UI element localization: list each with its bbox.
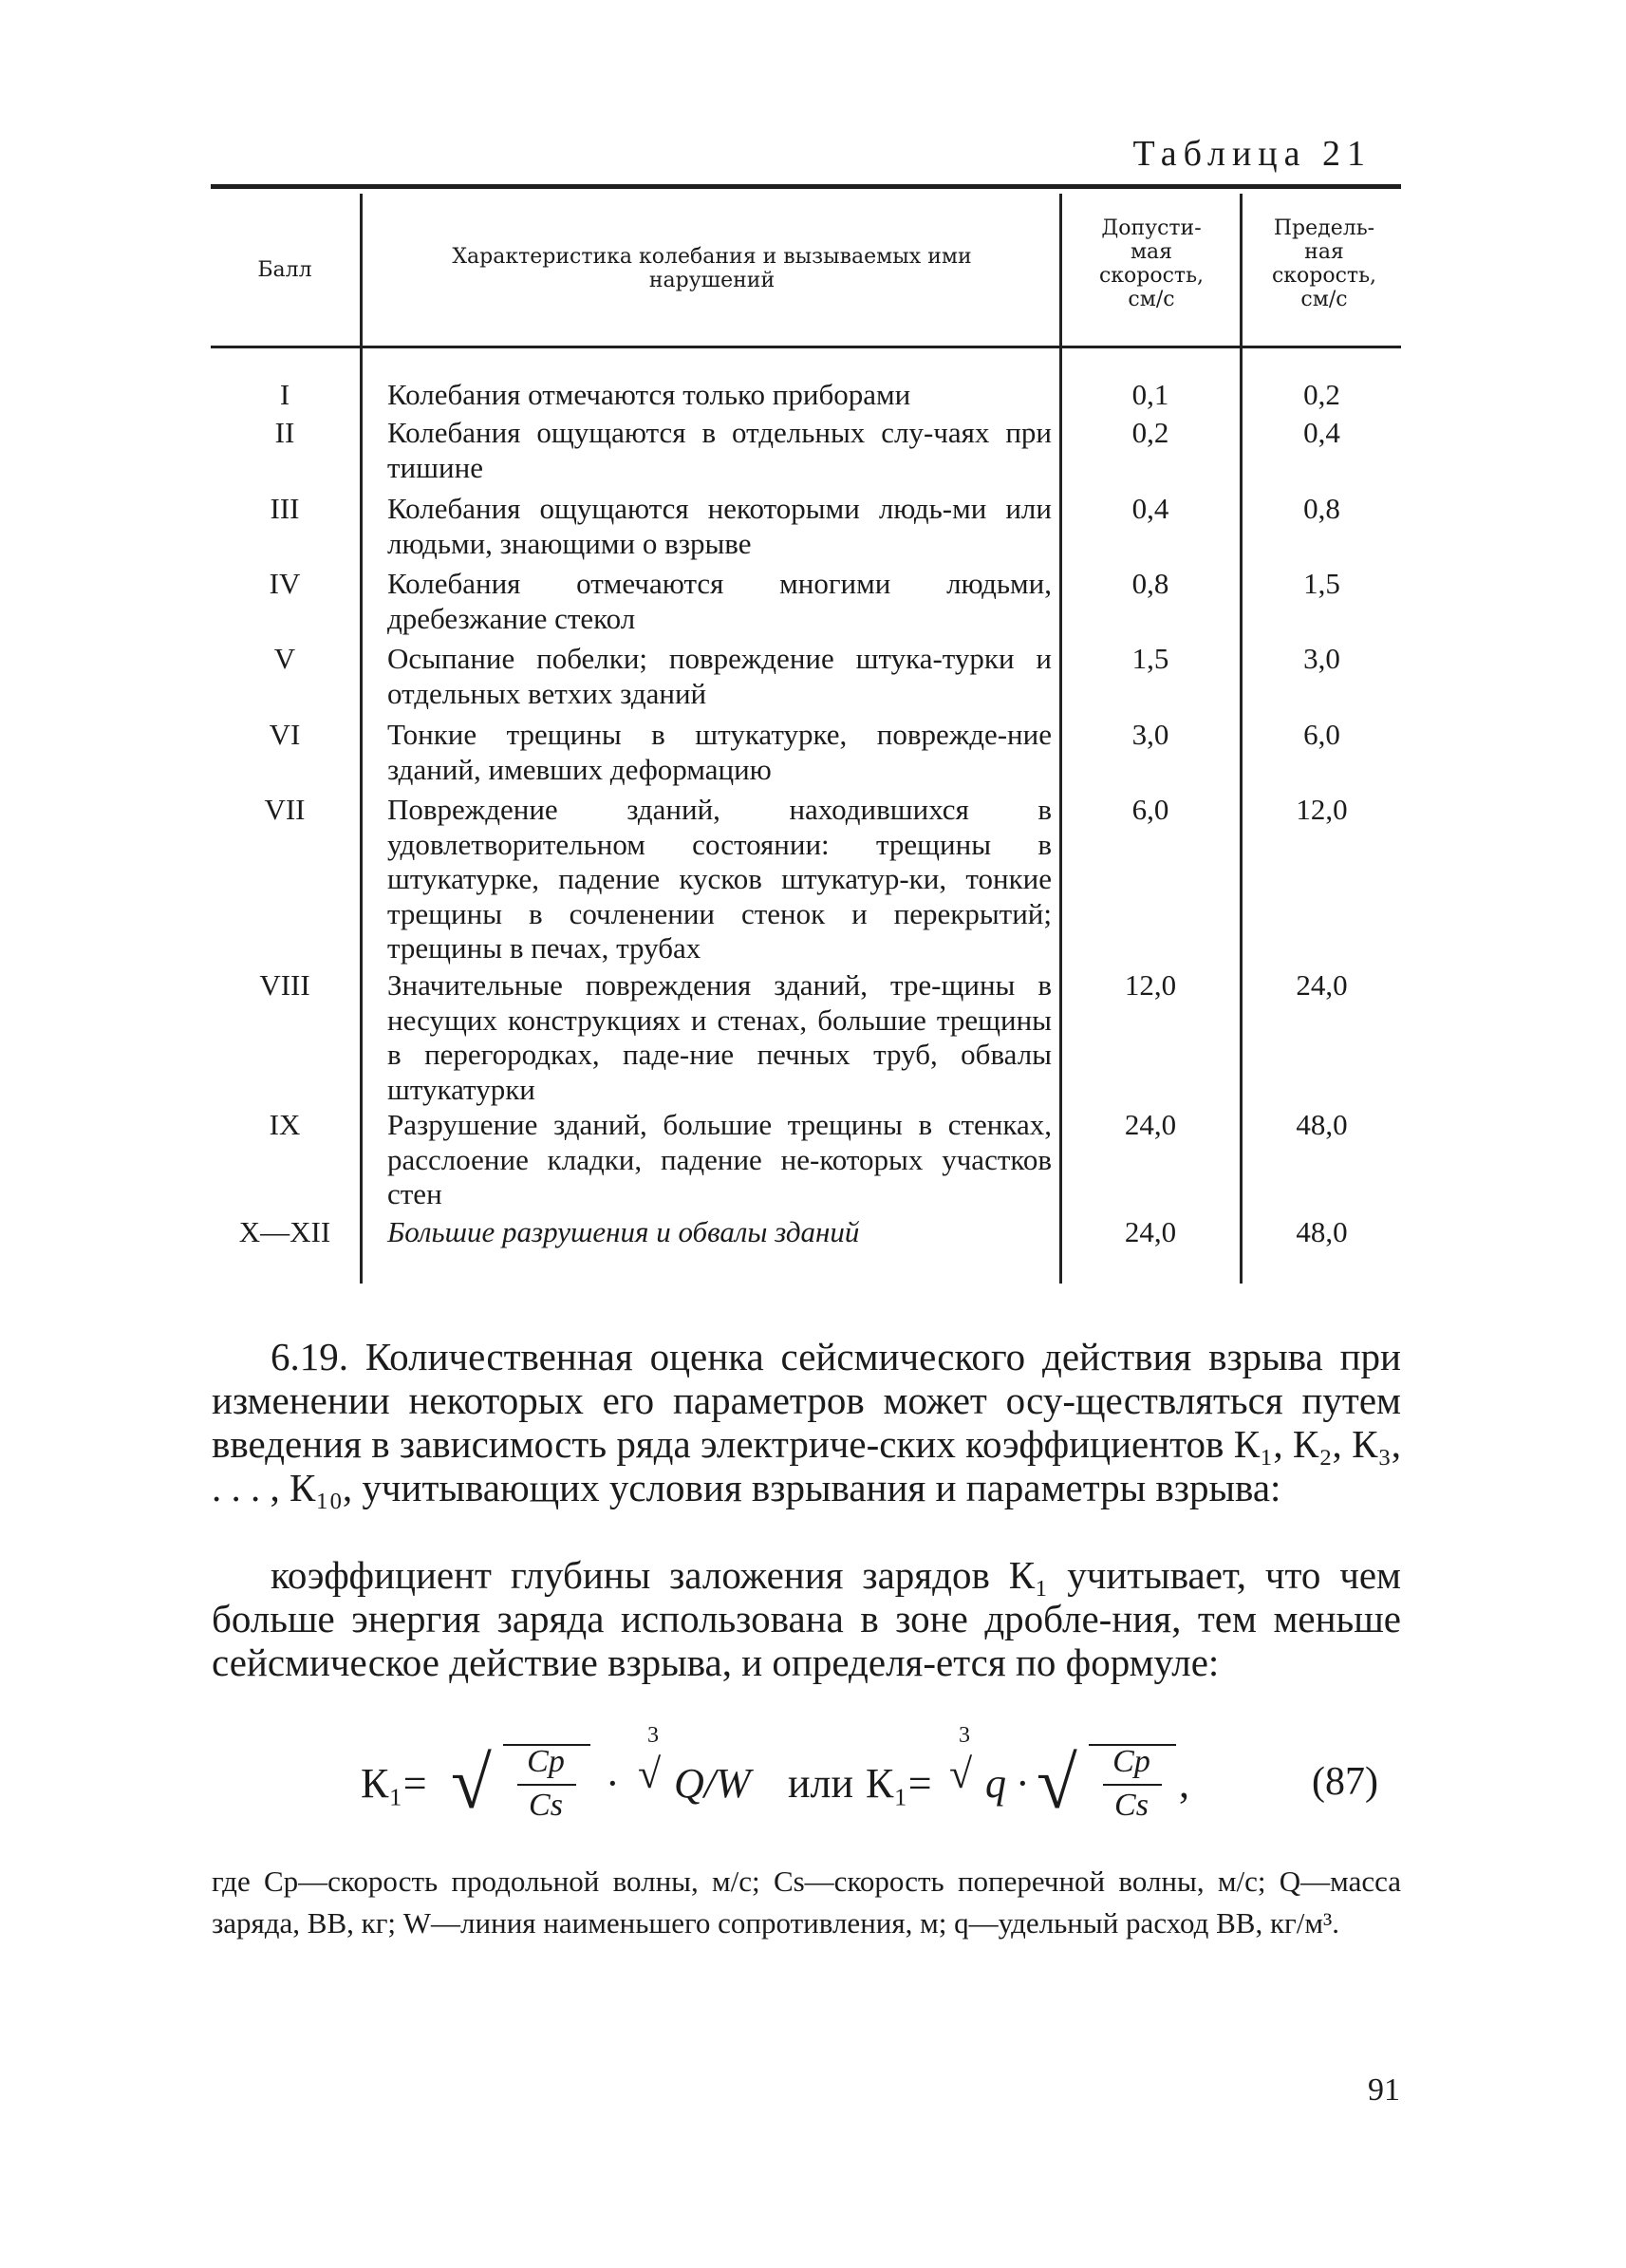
limit-speed-cell: 0,8 [1303, 492, 1340, 525]
fraction-numerator: Cp [527, 1744, 565, 1779]
limit-speed-cell: 48,0 [1296, 1108, 1348, 1141]
limit-speed-cell: 6,0 [1303, 718, 1340, 751]
allowed-speed-cell: 0,1 [1131, 378, 1169, 411]
description-cell: Колебания отмечаются многими людьми, дребезжание стекол [387, 567, 1052, 635]
table-header-rule [211, 346, 1401, 348]
formula-or: или [788, 1760, 854, 1807]
limit-speed-cell: 0,2 [1303, 378, 1340, 411]
allowed-speed-cell: 0,2 [1131, 416, 1169, 449]
cube-root-index: 3 [959, 1723, 970, 1748]
table-caption: Таблица 21 [1132, 134, 1372, 174]
grade-cell: III [270, 492, 300, 525]
formula-comma: , [1179, 1760, 1189, 1807]
formula-lhs: К₁= [361, 1760, 427, 1807]
allowed-speed-cell: 0,4 [1131, 492, 1169, 525]
description-cell: Повреждение зданий, находившихся в удовлетворительном состоянии: трещины в штукатурке, падение кусков штукатур-ки, тонкие трещины в сочленении стенок и перекрытий; трещины в печах, трубах [387, 793, 1052, 965]
limit-speed-cell: 1,5 [1303, 567, 1340, 600]
description-cell: Осыпание побелки; повреждение штука-турки и отдельных ветхих зданий [387, 642, 1052, 710]
grade-cell: VII [264, 793, 306, 826]
allowed-speed-cell: 6,0 [1131, 793, 1169, 826]
grade-cell: VIII [259, 968, 310, 1002]
header-limit-speed: Предель- ная скорость, см/с [1271, 216, 1377, 311]
fraction-bar [517, 1784, 576, 1786]
header-allowed-speed: Допусти- мая скорость, см/с [1098, 216, 1205, 311]
cube-root-icon: √ [638, 1751, 662, 1797]
header-characteristic: Характеристика колебания и вызываемых ими нарушений [452, 245, 972, 292]
allowed-speed-cell: 12,0 [1124, 968, 1177, 1002]
formula-q-over-w: Q/W [674, 1760, 751, 1807]
grade-cell: I [279, 378, 290, 411]
description-cell: Колебания ощущаются в отдельных слу-чаях при тишине [387, 416, 1052, 484]
limit-speed-cell: 12,0 [1296, 793, 1348, 826]
formula-87 [361, 1723, 1405, 1846]
header-grade: Балл [257, 258, 312, 282]
grade-cell: IV [269, 567, 301, 600]
fraction-numerator: Cp [1112, 1744, 1150, 1779]
allowed-speed-cell: 3,0 [1131, 718, 1169, 751]
limit-speed-cell: 0,4 [1303, 416, 1340, 449]
fraction-bar [1103, 1784, 1162, 1786]
paragraph: коэффициент глубины заложения зарядов К₁ учитывает, что чем больше энергия заряда использована в зоне дробле-ния, тем меньше сейсмическое действие взрыва, и определя-ется по формуле: [212, 1553, 1401, 1684]
paragraph: 6.19. Количественная оценка сейсмического действия взрыва при изменении некоторых его параметров может осу-ществляться путем введения в зависимость ряда электриче-ских коэффициентов К₁, К₂, К₃, . . . , К₁₀, учитывающих условия взрывания и параметры взрыва: [212, 1335, 1401, 1509]
fraction-denominator: Cs [529, 1788, 563, 1823]
allowed-speed-cell: 24,0 [1124, 1215, 1177, 1248]
allowed-speed-cell: 0,8 [1131, 567, 1169, 600]
grade-cell: II [274, 416, 295, 449]
limit-speed-cell: 24,0 [1296, 968, 1348, 1002]
description-cell: Большие разрушения и обвалы зданий [387, 1215, 860, 1248]
allowed-speed-cell: 24,0 [1124, 1108, 1177, 1141]
limit-speed-cell: 3,0 [1303, 642, 1340, 675]
page-number: 91 [1368, 2072, 1400, 2108]
description-cell: Колебания отмечаются только приборами [387, 378, 911, 411]
sqrt-icon: √ [1037, 1741, 1077, 1824]
sqrt-icon: √ [451, 1741, 492, 1824]
grade-cell: V [273, 642, 296, 675]
description-cell: Колебания ощущаются некоторыми людь-ми или людьми, знающими о взрыве [387, 492, 1052, 560]
formula-lhs-2: К₁= [866, 1760, 932, 1807]
equation-number: (87) [1312, 1760, 1378, 1804]
cube-root-icon: √ [949, 1751, 973, 1797]
limit-speed-cell: 48,0 [1296, 1215, 1348, 1248]
description-cell: Тонкие трещины в штукатурке, поврежде-ние зданий, имевших деформацию [387, 718, 1052, 786]
fraction-denominator: Cs [1114, 1788, 1149, 1823]
description-cell: Разрушение зданий, большие трещины в стенках, расслоение кладки, падение не-которых участков стен [387, 1108, 1052, 1210]
description-cell: Значительные повреждения зданий, тре-щины в несущих конструкциях и стенах, большие трещины в перегородках, паде-ние печных труб, обвалы штукатурки [387, 968, 1052, 1106]
table-top-rule [211, 184, 1401, 189]
allowed-speed-cell: 1,5 [1131, 642, 1169, 675]
formula-notation: где Cp—скорость продольной волны, м/с; Cs—скорость поперечной волны, м/с; Q—масса заряда, ВВ, кг; W—линия наименьшего сопротивления, м; q—удельный расход ВВ, кг/м³. [212, 1865, 1401, 1940]
multiply-dot: · [606, 1760, 620, 1807]
grade-cell: VI [269, 718, 301, 751]
grade-cell: X—XII [238, 1215, 331, 1248]
cube-root-index: 3 [647, 1723, 659, 1748]
multiply-dot: · [1016, 1760, 1030, 1807]
column-divider [360, 194, 363, 1284]
grade-cell: IX [269, 1108, 301, 1141]
formula-q: q [985, 1760, 1006, 1807]
